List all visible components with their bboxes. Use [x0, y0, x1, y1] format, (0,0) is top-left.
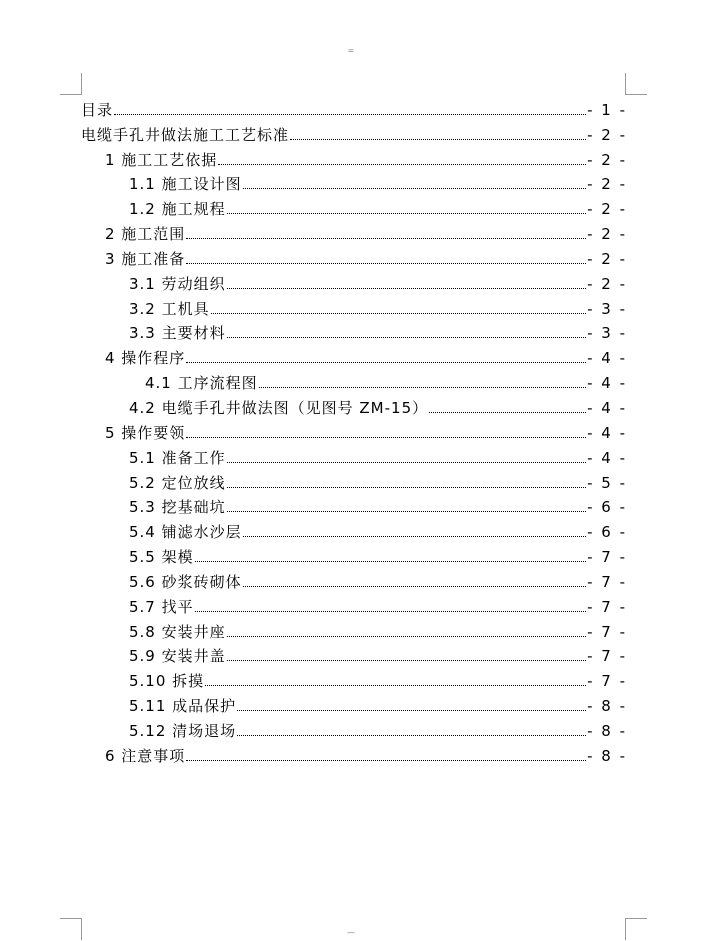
toc-entry[interactable] — [81, 144, 627, 169]
toc-entry-page: - 5 - — [587, 473, 627, 492]
toc-entry[interactable] — [81, 467, 627, 492]
toc-entry[interactable] — [81, 243, 627, 268]
toc-dot-leader — [211, 309, 586, 314]
toc-dot-leader — [259, 383, 586, 388]
toc-entry[interactable] — [81, 169, 627, 194]
toc-entry-title: 5.5 架模 — [129, 548, 194, 567]
toc-entry-page: - 7 - — [587, 622, 627, 641]
toc-dot-leader — [218, 160, 586, 165]
toc-entry-title: 5 操作要领 — [105, 423, 186, 442]
header-mark: = — [347, 46, 355, 55]
toc-entry-title: 5.8 安装井座 — [129, 622, 226, 641]
toc-entry[interactable] — [81, 417, 627, 442]
toc-entry-page: - 2 - — [587, 175, 627, 194]
toc-entry-page: - 2 - — [587, 249, 627, 268]
toc-entry[interactable] — [81, 641, 627, 666]
toc-entry-title: 5.9 安装井盖 — [129, 647, 226, 666]
crop-mark-bottom-left-v — [81, 918, 82, 940]
toc-entry[interactable] — [81, 591, 627, 616]
toc-entry-title: 2 施工范围 — [105, 225, 186, 244]
toc-entry-page: - 8 - — [587, 721, 627, 740]
toc-entry-title: 3.2 工机具 — [129, 299, 210, 318]
toc-entry[interactable] — [81, 715, 627, 740]
toc-dot-leader — [243, 184, 586, 189]
toc-dot-leader — [186, 358, 586, 363]
crop-mark-bottom-right-h — [625, 918, 647, 919]
table-of-contents — [81, 94, 627, 765]
toc-entry-title: 3 施工准备 — [105, 249, 186, 268]
crop-mark-bottom-right-v — [625, 918, 626, 940]
crop-mark-top-left-v — [81, 73, 82, 95]
toc-entry-title: 目录 — [81, 100, 114, 119]
toc-entry[interactable] — [81, 193, 627, 218]
toc-entry-title: 5.3 挖基础坑 — [129, 498, 226, 517]
toc-entry-page: - 6 - — [587, 523, 627, 542]
toc-entry-title: 5.10 拆摸 — [129, 672, 205, 691]
toc-entry-title: 4.2 电缆手孔井做法图（见图号 ZM-15） — [129, 398, 429, 417]
toc-entry-page: - 2 - — [587, 150, 627, 169]
toc-entry[interactable] — [81, 293, 627, 318]
toc-dot-leader — [243, 582, 586, 587]
toc-entry-title: 3.1 劳动组织 — [129, 274, 226, 293]
toc-dot-leader — [114, 110, 586, 115]
toc-entry-title: 1.1 施工设计图 — [129, 175, 242, 194]
toc-entry-title: 电缆手孔井做法施工工艺标准 — [81, 125, 290, 144]
toc-entry[interactable] — [81, 740, 627, 765]
toc-entry-page: - 4 - — [587, 423, 627, 442]
toc-entry-page: - 7 - — [587, 672, 627, 691]
toc-dot-leader — [186, 756, 586, 761]
toc-dot-leader — [227, 333, 586, 338]
toc-entry-title: 5.7 找平 — [129, 597, 194, 616]
toc-entry-title: 5.4 铺滤水沙层 — [129, 523, 242, 542]
toc-entry[interactable] — [81, 690, 627, 715]
toc-entry[interactable] — [81, 541, 627, 566]
toc-entry-page: - 2 - — [587, 274, 627, 293]
toc-entry[interactable] — [81, 516, 627, 541]
toc-dot-leader — [195, 557, 586, 562]
toc-dot-leader — [186, 433, 586, 438]
toc-entry[interactable] — [81, 119, 627, 144]
toc-entry-page: - 2 - — [587, 225, 627, 244]
toc-entry[interactable] — [81, 616, 627, 641]
toc-entry-page: - 8 - — [587, 697, 627, 716]
toc-entry[interactable] — [81, 442, 627, 467]
toc-entry-page: - 4 - — [587, 448, 627, 467]
toc-dot-leader — [227, 632, 586, 637]
toc-dot-leader — [290, 135, 586, 140]
toc-dot-leader — [227, 284, 586, 289]
toc-dot-leader — [227, 458, 586, 463]
toc-entry-title: 6 注意事项 — [105, 746, 186, 765]
crop-mark-top-right-h — [625, 94, 647, 95]
toc-entry-title: 1.2 施工规程 — [129, 200, 226, 219]
toc-dot-leader — [237, 706, 586, 711]
toc-dot-leader — [243, 532, 586, 537]
toc-dot-leader — [429, 408, 586, 413]
toc-entry-page: - 1 - — [587, 100, 627, 119]
toc-entry[interactable] — [81, 268, 627, 293]
toc-dot-leader — [186, 259, 586, 264]
toc-dot-leader — [227, 209, 586, 214]
toc-entry-page: - 4 - — [587, 349, 627, 368]
toc-entry-page: - 3 - — [587, 299, 627, 318]
crop-mark-top-right-v — [625, 73, 626, 95]
toc-dot-leader — [227, 656, 586, 661]
toc-entry[interactable] — [81, 665, 627, 690]
toc-entry[interactable] — [81, 218, 627, 243]
toc-dot-leader — [227, 483, 586, 488]
toc-entry[interactable] — [81, 94, 627, 119]
toc-entry[interactable] — [81, 318, 627, 343]
toc-entry[interactable] — [81, 566, 627, 591]
toc-entry-title: 1 施工工艺依据 — [105, 150, 218, 169]
footer-mark: — — [347, 928, 355, 937]
toc-entry-page: - 4 - — [587, 398, 627, 417]
toc-entry-page: - 7 - — [587, 597, 627, 616]
toc-entry-page: - 8 - — [587, 746, 627, 765]
toc-entry-title: 5.12 清场退场 — [129, 721, 237, 740]
toc-entry-page: - 7 - — [587, 647, 627, 666]
toc-entry-title: 4 操作程序 — [105, 349, 186, 368]
crop-mark-top-left-h — [60, 94, 82, 95]
toc-entry[interactable] — [81, 367, 627, 392]
toc-dot-leader — [237, 731, 586, 736]
toc-dot-leader — [205, 681, 586, 686]
toc-entry[interactable] — [81, 492, 627, 517]
toc-entry[interactable] — [81, 342, 627, 367]
toc-entry-title: 5.2 定位放线 — [129, 473, 226, 492]
toc-entry[interactable] — [81, 392, 627, 417]
toc-entry-title: 3.3 主要材料 — [129, 324, 226, 343]
toc-entry-page: - 7 - — [587, 572, 627, 591]
toc-entry-page: - 3 - — [587, 324, 627, 343]
toc-entry-title: 4.1 工序流程图 — [145, 374, 258, 393]
toc-entry-page: - 7 - — [587, 548, 627, 567]
toc-entry-page: - 4 - — [587, 374, 627, 393]
toc-dot-leader — [186, 234, 586, 239]
crop-mark-bottom-left-h — [60, 918, 82, 919]
toc-entry-title: 5.1 准备工作 — [129, 448, 226, 467]
toc-entry-page: - 6 - — [587, 498, 627, 517]
toc-dot-leader — [227, 507, 586, 512]
toc-entry-title: 5.11 成品保护 — [129, 697, 237, 716]
toc-dot-leader — [195, 607, 586, 612]
toc-entry-title: 5.6 砂浆砖砌体 — [129, 572, 242, 591]
toc-entry-page: - 2 - — [587, 200, 627, 219]
toc-entry-page: - 2 - — [587, 125, 627, 144]
